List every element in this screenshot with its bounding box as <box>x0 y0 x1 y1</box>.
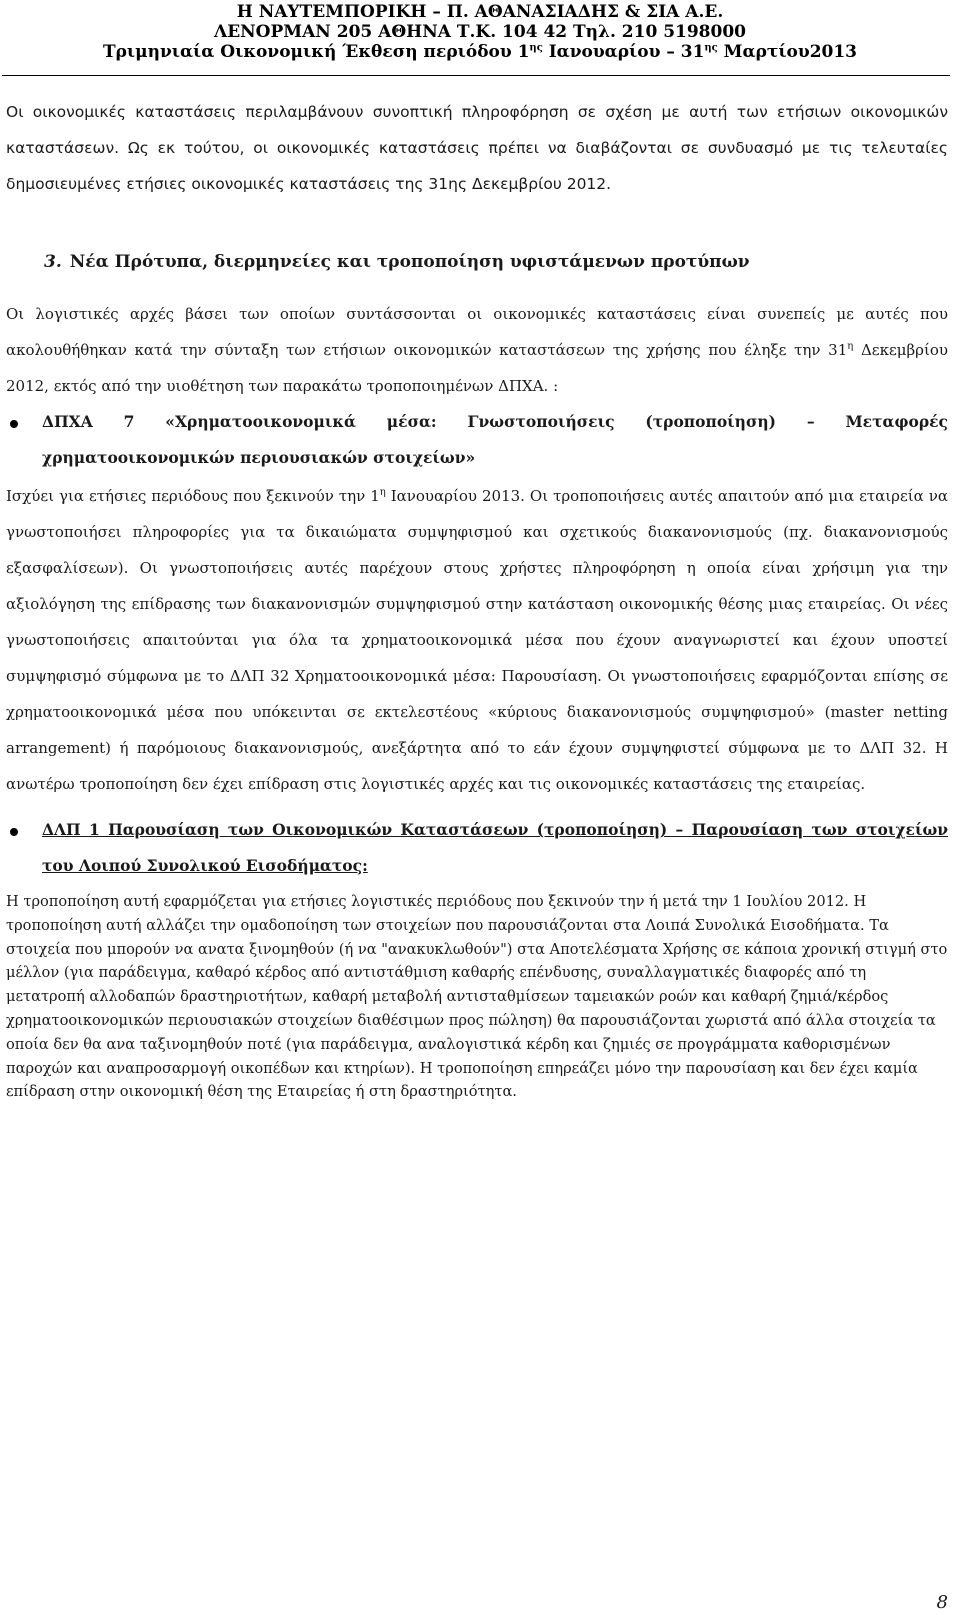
bullet-ias1-body: Η τροποποίηση αυτή εφαρμόζεται για ετήσιες λογιστικές περιόδους που ξεκινούν την ή μετά την 1 Ιουλίου 2012. Η τροποποίηση αυτή αλλάζει την ομαδοποίηση των στοιχείων που παρουσιάζονται στα Λοιπά Συνολικά Εισοδήματα. Τα στοιχεία που μπορούν να ανατα ξινομηθούν (ή να "ανακυκλωθούν") στα Αποτελέσματα Χρήσης σε κάποια χρονική στιγμή στο μέλλον (για παράδειγμα, καθαρό κέρδος από αντιστάθμιση καθαρής επένδυσης, συναλλαγματικές διαφορές από τη μετατροπή αλλοδαπών δραστηριοτήτων, καθαρή μεταβολή αντισταθμίσεων ταμειακών ροών και καθαρή ζημιά/κέρδος χρηματοοικονομικών περιουσιακών στοιχείων διαθέσιμων προς πώληση) θα παρουσιάζονται χωριστά από άλλα στοιχεία τα οποία δεν θα ανα ταξινομηθούν ποτέ (για παράδειγμα, αναλογιστικά κέρδη και ζημιές σε προγράμματα καθορισμένων παροχών και αναπροσαρμογή οικοπέδων και κτηρίων). Η τροποποίηση επηρεάζει μόνο την παρουσίαση και δεν έχει καμία επίδραση στην οικονομική θέση της Εταιρείας ή στη δραστηριότητα. <box>6 893 948 1101</box>
company-address: ΛΕΝΟΡΜΑΝ 205 ΑΘΗΝΑ Τ.Κ. 104 42 Τηλ. 210 5198000 <box>214 22 746 42</box>
page-number: 8 <box>936 1592 948 1613</box>
intro-paragraph: Οι οικονομικές καταστάσεις περιλαμβάνουν συνοπτική πληροφόρηση σε σχέση με αυτή των ετήσιων οικονομικών καταστάσεων. Ως εκ τούτου, οι οικονομικές καταστάσεις πρέπει να διαβάζονται σε συνδυασμό με τις τελευταίες δημοσιευμένες ετήσιες οικονομικές καταστάσεις της 31ης Δεκεμβρίου 2012. <box>6 103 948 193</box>
bullet-ifrs7-body <box>6 478 948 802</box>
header-rule <box>2 75 950 76</box>
report-period-c: Μαρτίου2013 <box>717 42 858 62</box>
section-paragraph-sup: η <box>847 341 854 352</box>
section-title: Νέα Πρότυπα, διερμηνείες και τροποποίηση υφιστάμενων προτύπων <box>69 252 750 272</box>
report-period <box>0 42 960 62</box>
section-paragraph-a: Οι λογιστικές αρχές βάσει των οποίων συντάσσονται οι οικονομικές καταστάσεις είναι συνεπείς με αυτές που ακολουθήθηκαν κατά την σύνταξη των ετήσιων οικονομικών καταστάσεων της χρήσης που έληξε την 31 <box>6 305 948 359</box>
bullet-ias1 <box>6 812 948 884</box>
section-number: 3. <box>44 252 62 272</box>
bullet-icon <box>10 420 18 428</box>
document-header <box>0 0 960 62</box>
report-period-a: Τριμηνιαία Οικονομική Έκθεση περιόδου 1 <box>102 42 530 62</box>
bullet-ias1-title: ΔΛΠ 1 Παρουσίαση των Οικονομικών Καταστάσεων (τροποποίηση) – Παρουσίαση των στοιχείων του Λοιπού Συνολικού Εισοδήματος: <box>42 820 948 875</box>
section-heading <box>44 250 948 274</box>
report-period-sup1: ης <box>529 42 543 54</box>
bullet-ifrs7-body-sup: η <box>379 487 386 498</box>
section-paragraph-b: Δεκεμβρίου 2012, εκτός από την υιοθέτηση των παρακάτω τροποποιημένων ΔΠΧΑ. : <box>6 341 948 395</box>
document-body <box>6 94 948 1104</box>
bullet-icon <box>10 828 18 836</box>
bullet-ifrs7-title: ΔΠΧΑ 7 «Χρηματοοικονομικά μέσα: Γνωστοποιήσεις (τροποποίηση) – Μεταφορές χρηματοοικονομικών περιουσιακών στοιχείων» <box>42 412 948 467</box>
bullet-ifrs7-body-b: Ιανουαρίου 2013. Οι τροποποιήσεις αυτές απαιτούν από μια εταιρεία να γνωστοποιήσει πληροφορίες για τα δικαιώματα συμψηφισμού και σχετικούς διακανονισμούς (πχ. διακανονισμούς εξασφαλίσεων). Οι γνωστοποιήσεις αυτές παρέχουν στους χρήστες πληροφόρηση η οποία είναι χρήσιμη για την αξιολόγηση της επίδρασης των διακανονισμών συμψηφισμού στην κατάσταση οικονομικής θέσης μιας εταιρείας. Οι νέες γνωστοποιήσεις απαιτούνται για όλα τα χρηματοοικονομικά μέσα που έχουν αναγνωριστεί και έχουν υποστεί συμψηφισμό σύμφωνα με το ΔΛΠ 32 Χρηματοοικονομικά μέσα: Παρουσίαση. Οι γνωστοποιήσεις εφαρμόζονται επίσης σε χρηματοοικονομικά μέσα που υπόκεινται σε εκτελεστέους «κύριους διακανονισμούς συμψηφισμού» (master netting arrangement) ή παρόμοιους διακανονισμούς, ανεξάρτητα από το εάν έχουν συμψηφιστεί σύμφωνα με το ΔΛΠ 32. Η ανωτέρω τροποποίηση δεν έχει επίδραση στις λογιστικές αρχές και τις οικονομικές καταστάσεις της εταιρείας. <box>6 487 948 793</box>
company-name: Η ΝΑΥΤΕΜΠΟΡΙΚΗ – Π. ΑΘΑΝΑΣΙΑΔΗΣ & ΣΙΑ Α.Ε. <box>236 2 724 22</box>
bullet-ifrs7-body-a: Ισχύει για ετήσιες περιόδους που ξεκινούν την 1 <box>6 487 380 505</box>
report-period-b: Ιανουαρίου – 31 <box>542 42 705 62</box>
section-paragraph <box>6 296 948 404</box>
bullet-ifrs7 <box>6 404 948 476</box>
report-period-sup2: ης <box>704 42 718 54</box>
